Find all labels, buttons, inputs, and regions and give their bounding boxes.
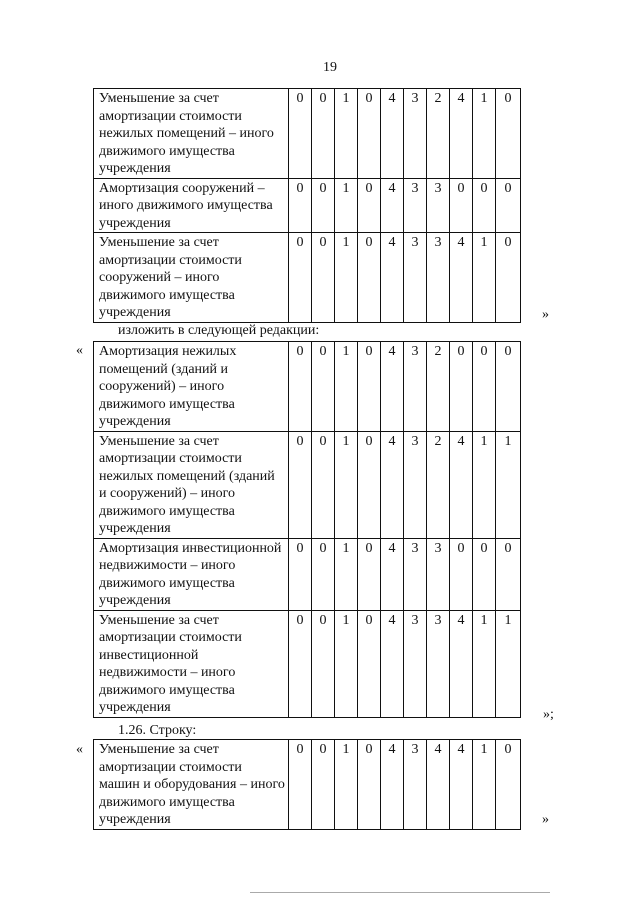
code-digit: 0 xyxy=(358,740,381,830)
code-digit: 1 xyxy=(473,740,496,830)
code-digit: 0 xyxy=(289,233,312,323)
open-quote: « xyxy=(76,742,83,757)
code-digit: 0 xyxy=(289,610,312,717)
code-digit: 4 xyxy=(381,342,404,432)
code-digit: 2 xyxy=(427,431,450,538)
code-digit: 3 xyxy=(404,538,427,610)
code-digit: 3 xyxy=(404,89,427,179)
code-digit: 0 xyxy=(312,538,335,610)
code-digit: 0 xyxy=(289,178,312,233)
code-digit: 3 xyxy=(404,431,427,538)
table-row xyxy=(94,178,521,233)
code-digit: 0 xyxy=(312,89,335,179)
code-digit: 4 xyxy=(381,431,404,538)
code-digit: 0 xyxy=(289,342,312,432)
code-digit: 1 xyxy=(496,431,521,538)
code-digit: 4 xyxy=(450,431,473,538)
code-digit: 4 xyxy=(381,538,404,610)
code-digit: 1 xyxy=(473,233,496,323)
close-quote: » xyxy=(542,812,549,827)
row-label: Уменьшение за счет амортизации стоимости сооружений – иного движимого имущества учреждения xyxy=(94,233,289,323)
code-digit: 0 xyxy=(312,342,335,432)
code-digit: 0 xyxy=(358,178,381,233)
code-digit: 0 xyxy=(496,89,521,179)
code-digit: 0 xyxy=(358,610,381,717)
code-digit: 0 xyxy=(496,740,521,830)
code-digit: 0 xyxy=(496,342,521,432)
code-digit: 1 xyxy=(335,233,358,323)
code-digit: 1 xyxy=(496,610,521,717)
code-digit: 0 xyxy=(358,89,381,179)
code-digit: 0 xyxy=(473,538,496,610)
table-row xyxy=(94,431,521,538)
code-table-old xyxy=(93,88,521,323)
code-digit: 4 xyxy=(450,89,473,179)
code-digit: 0 xyxy=(496,233,521,323)
code-digit: 0 xyxy=(450,178,473,233)
intro-text: изложить в следующей редакции: xyxy=(118,323,320,338)
page-number: 19 xyxy=(323,60,337,75)
close-quote: » xyxy=(542,307,549,322)
table-row xyxy=(94,740,521,830)
code-digit: 1 xyxy=(473,431,496,538)
row-label: Уменьшение за счет амортизации стоимости инвестиционной недвижимости – иного движимого имущества учреждения xyxy=(94,610,289,717)
code-digit: 3 xyxy=(404,342,427,432)
code-digit: 1 xyxy=(335,610,358,717)
code-digit: 1 xyxy=(335,431,358,538)
code-digit: 0 xyxy=(312,740,335,830)
code-digit: 0 xyxy=(289,431,312,538)
code-digit: 0 xyxy=(289,89,312,179)
table-row xyxy=(94,233,521,323)
code-digit: 4 xyxy=(427,740,450,830)
code-digit: 3 xyxy=(427,233,450,323)
code-digit: 4 xyxy=(381,89,404,179)
close-quote: »; xyxy=(543,707,554,722)
code-digit: 4 xyxy=(381,610,404,717)
code-digit: 0 xyxy=(358,538,381,610)
code-digit: 3 xyxy=(404,610,427,717)
scan-edge-line xyxy=(250,892,550,893)
code-digit: 0 xyxy=(496,538,521,610)
code-digit: 2 xyxy=(427,342,450,432)
code-digit: 3 xyxy=(404,740,427,830)
code-digit: 3 xyxy=(427,178,450,233)
table-row xyxy=(94,89,521,179)
code-digit: 0 xyxy=(473,342,496,432)
code-digit: 0 xyxy=(289,538,312,610)
code-digit: 1 xyxy=(473,610,496,717)
code-digit: 4 xyxy=(450,233,473,323)
row-label: Амортизация инвестиционной недвижимости – иного движимого имущества учреждения xyxy=(94,538,289,610)
code-digit: 0 xyxy=(312,178,335,233)
code-digit: 0 xyxy=(312,233,335,323)
open-quote: « xyxy=(76,343,83,358)
code-digit: 4 xyxy=(381,740,404,830)
code-digit: 0 xyxy=(450,342,473,432)
code-digit: 0 xyxy=(358,342,381,432)
code-digit: 3 xyxy=(404,233,427,323)
code-digit: 0 xyxy=(473,178,496,233)
code-digit: 2 xyxy=(427,89,450,179)
code-digit: 4 xyxy=(381,178,404,233)
row-label: Амортизация сооружений – иного движимого имущества учреждения xyxy=(94,178,289,233)
code-digit: 0 xyxy=(358,431,381,538)
table-row xyxy=(94,610,521,717)
code-digit: 3 xyxy=(427,610,450,717)
code-digit: 1 xyxy=(473,89,496,179)
code-digit: 1 xyxy=(335,538,358,610)
code-digit: 0 xyxy=(450,538,473,610)
row-label: Амортизация нежилых помещений (зданий и сооружений) – иного движимого имущества учреждения xyxy=(94,342,289,432)
code-digit: 0 xyxy=(312,610,335,717)
code-digit: 0 xyxy=(496,178,521,233)
code-digit: 1 xyxy=(335,342,358,432)
code-digit: 0 xyxy=(358,233,381,323)
code-digit: 4 xyxy=(450,610,473,717)
code-digit: 3 xyxy=(427,538,450,610)
code-table-new xyxy=(93,341,521,718)
code-digit: 1 xyxy=(335,740,358,830)
code-digit: 3 xyxy=(404,178,427,233)
row-label: Уменьшение за счет амортизации стоимости нежилых помещений (зданий и сооружений) – иного движимого имущества учреждения xyxy=(94,431,289,538)
code-digit: 1 xyxy=(335,89,358,179)
table-row xyxy=(94,538,521,610)
code-digit: 0 xyxy=(312,431,335,538)
row-label: Уменьшение за счет амортизации стоимости машин и оборудования – иного движимого имущества учреждения xyxy=(94,740,289,830)
table-row xyxy=(94,342,521,432)
row-label: Уменьшение за счет амортизации стоимости нежилых помещений – иного движимого имущества учреждения xyxy=(94,89,289,179)
code-table-line xyxy=(93,739,521,830)
code-digit: 0 xyxy=(289,740,312,830)
section-heading: 1.26. Строку: xyxy=(118,723,197,738)
code-digit: 1 xyxy=(335,178,358,233)
code-digit: 4 xyxy=(450,740,473,830)
code-digit: 4 xyxy=(381,233,404,323)
